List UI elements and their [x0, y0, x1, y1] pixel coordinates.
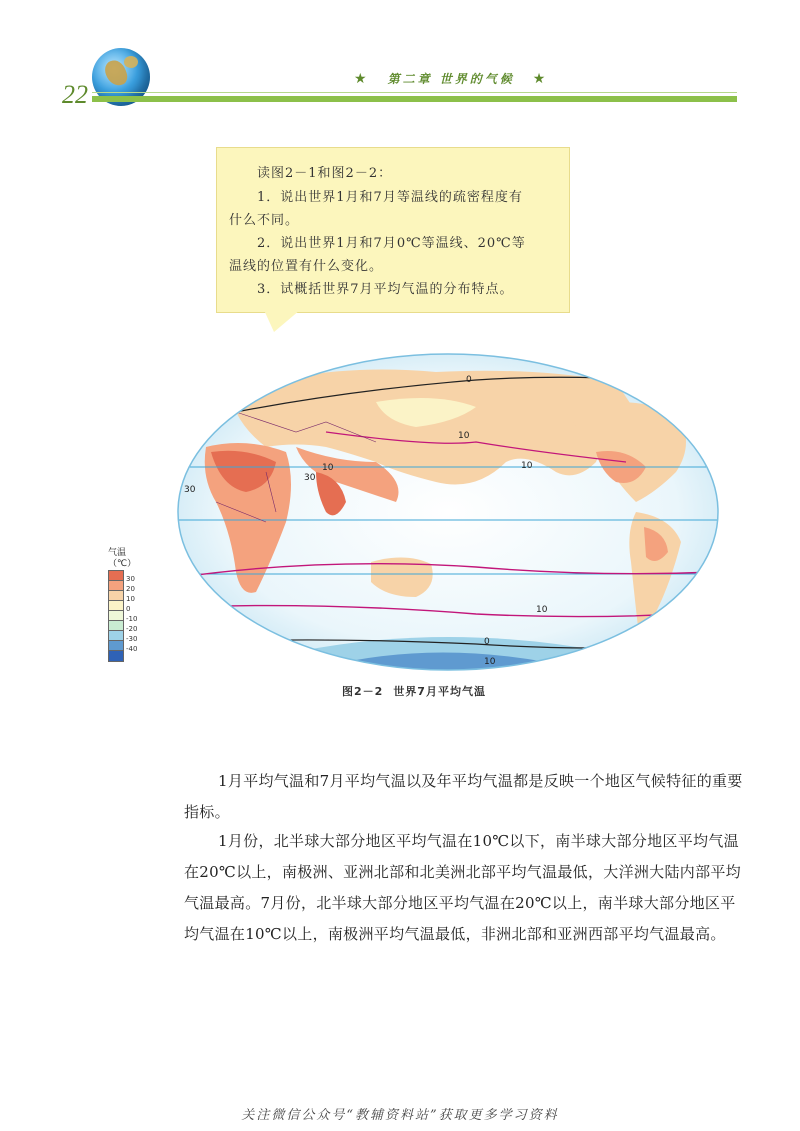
caption-number: 图2－2	[342, 685, 384, 698]
question-2-line-2: 温线的位置有什么变化。	[229, 259, 384, 274]
header-rule	[92, 96, 737, 102]
legend-value: 0	[126, 605, 131, 613]
world-july-temperature-map	[176, 352, 721, 672]
isotherm-label: 30	[304, 473, 316, 483]
legend-value: -40	[126, 645, 138, 653]
footer-note: 关注微信公众号“教辅资料站”获取更多学习资料	[241, 1108, 559, 1123]
legend-title: 气温	[108, 548, 127, 558]
star-icon: ★	[532, 71, 549, 87]
legend-swatch	[108, 650, 124, 662]
page-number: 22	[62, 80, 88, 109]
body-paragraph-2: 1月份，北半球大部分地区平均气温在10℃以下，南半球大部分地区平均气温在20℃以上，南极洲、亚洲北部和北美洲北部平均气温最低，大洋洲大陆内部平均气温最高。7月份，北半球大部分地区平均气温在20℃以上，南半球大部分地区平均气温在10℃以上，南极洲平均气温最低，非洲北部和亚洲西部平均气温最高。	[184, 832, 741, 943]
bubble-tail	[264, 310, 300, 332]
legend-value: 30	[126, 575, 135, 583]
star-icon: ★	[354, 71, 370, 87]
legend-value: -20	[126, 625, 138, 633]
legend-value: -10	[126, 615, 138, 623]
activity-bubble	[216, 147, 570, 313]
isotherm-label: 10	[484, 657, 496, 667]
isotherm-label: 0	[466, 375, 472, 385]
chapter-header	[354, 70, 548, 87]
body-paragraph-1: 1月平均气温和7月平均气温以及年平均气温都是反映一个地区气候特征的重要指标。	[184, 772, 743, 821]
question-1-line-1: 1．说出世界1月和7月等温线的疏密程度有	[257, 190, 523, 205]
isotherm-label: 0	[484, 637, 490, 647]
isotherm-label: 10	[458, 431, 470, 441]
activity-intro: 读图2－1和图2－2：	[257, 166, 393, 181]
legend-unit: （℃）	[108, 559, 137, 569]
legend-value: 10	[126, 595, 135, 603]
isotherm-label: 30	[184, 485, 196, 495]
chapter-title: 第二章 世界的气候	[387, 72, 515, 86]
legend-value: 20	[126, 585, 135, 593]
map-svg	[176, 352, 721, 672]
map-caption	[342, 683, 486, 699]
isotherm-label: 10	[322, 463, 334, 473]
map-legend	[108, 548, 148, 670]
caption-title: 世界7月平均气温	[393, 685, 486, 698]
legend-value: -30	[126, 635, 138, 643]
isotherm-label: 10	[536, 605, 548, 615]
question-2-line-1: 2．说出世界1月和7月0℃等温线、20℃等	[257, 236, 526, 251]
isotherm-label: 10	[521, 461, 533, 471]
header-rule-thin	[92, 92, 737, 93]
question-3: 3．试概括世界7月平均气温的分布特点。	[257, 282, 514, 297]
question-1-line-2: 什么不同。	[229, 213, 300, 228]
